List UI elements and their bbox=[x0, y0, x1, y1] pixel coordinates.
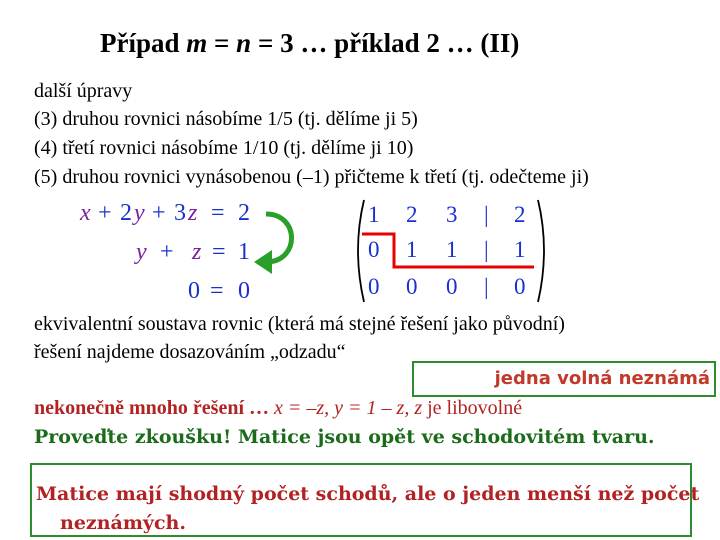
solution-prefix: nekonečně mnoho řešení … bbox=[34, 397, 274, 419]
conclusion-line1: ekvivalentní soustava rovnic (která má stejné řešení jako původní) bbox=[34, 313, 565, 335]
steps-heading: další úpravy bbox=[34, 80, 133, 102]
eq1-x: x bbox=[80, 200, 91, 226]
eq3-lhs: 0 bbox=[188, 278, 200, 304]
title-rest: = 3 … příklad 2 … (II) bbox=[251, 28, 520, 58]
m-r1-c3: 3 bbox=[446, 202, 458, 227]
summary-box bbox=[30, 463, 700, 537]
m-r3-c2: 0 bbox=[406, 274, 418, 299]
eq1-3: 3 bbox=[174, 200, 186, 226]
eq3-eq: = bbox=[210, 278, 224, 304]
m-r3-c1: 0 bbox=[368, 274, 380, 299]
title-n: n bbox=[236, 28, 252, 58]
step-4: (4) třetí rovnici násobíme 1/10 (tj. dělíme ji 10) bbox=[34, 137, 414, 159]
title-prefix: Případ bbox=[100, 28, 187, 58]
summary-line1: Matice mají shodný počet schodů, ale o jeden menší než počet bbox=[36, 483, 700, 505]
eq1-2: 2 bbox=[120, 200, 132, 226]
eq1-rhs: 2 bbox=[238, 200, 250, 226]
curved-arrow-icon bbox=[254, 204, 292, 274]
m-r1-c4: 2 bbox=[514, 202, 526, 227]
title-eq1: = bbox=[207, 28, 237, 58]
solution-line bbox=[34, 397, 522, 420]
m-r1-c1: 1 bbox=[368, 202, 380, 227]
step-3: (3) druhou rovnici násobíme 1/5 (tj. dělíme ji 5) bbox=[34, 108, 418, 130]
m-r3-c3: 0 bbox=[446, 274, 458, 299]
eq1-y: y bbox=[134, 200, 145, 226]
m-sep1: | bbox=[484, 202, 489, 227]
check-note: Proveďte zkoušku! Matice jsou opět ve schodovitém tvaru. bbox=[34, 426, 655, 448]
eq2-eq: = bbox=[212, 239, 226, 265]
free-variable-note: jedna volná neznámá bbox=[494, 368, 710, 389]
m-r2-c1: 0 bbox=[368, 237, 380, 262]
solution-formula: x = –z, y = 1 – z, z bbox=[274, 397, 423, 419]
m-r2-c2: 1 bbox=[406, 237, 418, 262]
step-5: (5) druhou rovnici vynásobenou (–1) přičteme k třetí (tj. odečteme ji) bbox=[34, 166, 589, 188]
eq3-rhs: 0 bbox=[238, 278, 250, 304]
eq2-z: z bbox=[192, 239, 202, 265]
eq1-plus1: + bbox=[98, 200, 112, 226]
eq1-z: z bbox=[188, 200, 198, 226]
eq2-rhs: 1 bbox=[238, 239, 250, 265]
summary-line2: neznámých. bbox=[60, 512, 186, 534]
m-r2-c3: 1 bbox=[446, 237, 458, 262]
conclusion-line2: řešení najdeme dosazováním „odzadu“ bbox=[34, 341, 346, 363]
eq1-plus2: + bbox=[152, 200, 166, 226]
eq2-plus: + bbox=[160, 239, 174, 265]
m-sep3: | bbox=[484, 274, 489, 299]
m-r2-c4: 1 bbox=[514, 237, 526, 262]
m-sep2: | bbox=[484, 237, 489, 262]
eq2-y: y bbox=[136, 239, 147, 265]
solution-suffix: je libovolné bbox=[422, 397, 523, 419]
eq1-eq: = bbox=[211, 200, 225, 226]
m-r3-c4: 0 bbox=[514, 274, 526, 299]
free-variable-box bbox=[412, 361, 716, 397]
m-r1-c2: 2 bbox=[406, 202, 418, 227]
title-m: m bbox=[186, 28, 208, 58]
